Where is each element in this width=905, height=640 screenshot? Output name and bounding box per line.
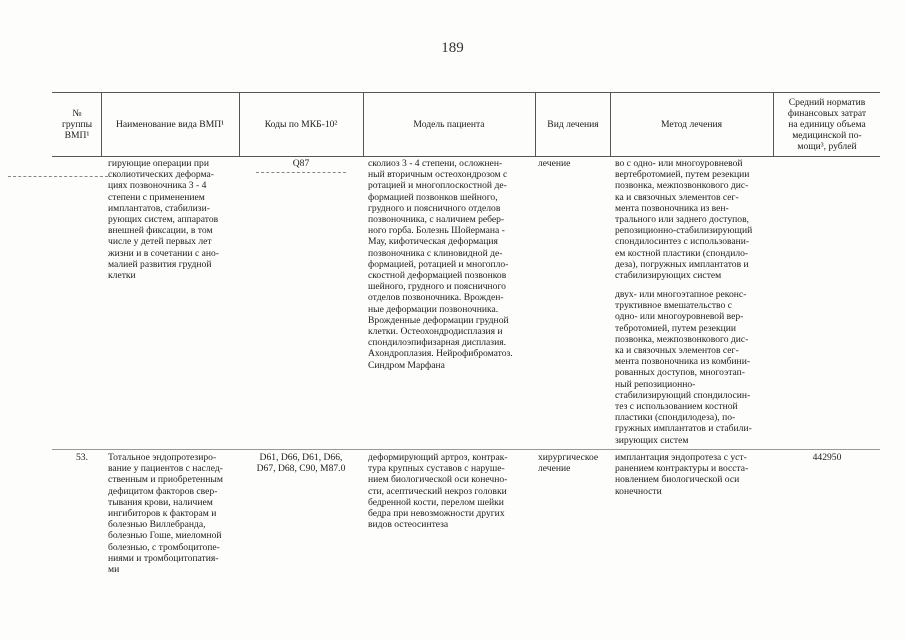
scan-dash [8, 176, 108, 177]
table-row-1-icd-codes: Q87 [292, 158, 310, 169]
table-row-1-treatment-type: лечение [538, 158, 571, 169]
table-row-2-group-no: 53. [76, 452, 88, 463]
table-row-2-vmp-name: Тотальное эндопротезиро- вание у пациентов с наслед- ственным и приобретенным дефицитом факторов свер- тывания крови, наличием ингибиторов к факторам и болезнью Виллебранда, болезнью Гоше, миеломной болезнью, с тромбоцитопе- ниями и тромбоцитопатия- ми [108, 452, 223, 576]
scan-dash [256, 172, 346, 173]
table-row-2-treatment-method-1: имплантация эндопротеза с уст- ранением контрактуры и восста- новлением биологической оси конечности [615, 452, 749, 497]
header-bottom-border [52, 156, 880, 157]
header-patient-model: Модель пациента [413, 118, 485, 130]
table-row-2-patient-model: деформирующий артроз, контрак- тура крупных суставов с наруше- нием биологической оси конечно- сти, асептический некроз головки бедренной кости, перелом шейки бедра при невозможности других видов остеосинтеза [368, 452, 508, 531]
header-cost-norm: Средний норматив финансовых затрат на единицу объема медицинской по- мощи³, рублей [787, 96, 867, 152]
table-row-1-patient-model: сколиоз 3 - 4 степени, осложнен- ный вторичным остеохондрозом с ротацией и многоплоскостной де- формацией позвонков шейного, грудного и поясничного отделов позвоночника, с наличием ребер- ного горба. Болезнь Шойермана - Мау, кифотическая деформация позвоночника с клиновидной де- формацией, ротацией и многопло- скостной деформацией позвонков шейного, грудного и поясничного отделов позвоночника. Врожден- ные деформации позвоночника. Врожденные деформации грудной клетки. Остеохондродисплазия и спондилоэпифизарная дисплазия. Ахондроплазия. Нейрофиброматоз. Синдром Марфана [368, 158, 513, 371]
table-row-1-vmp-name: гирующие операции при сколиотических деформа- циях позвоночника 3 - 4 степени с применением имплантатов, стабилизи- рующих систем, аппаратов внешней фиксации, в том числе у детей первых лет жизни и в сочетании с ано- малией развития грудной клетки [108, 158, 219, 282]
table-row-2-treatment-type: хирургическое лечение [538, 452, 599, 475]
row-divider [52, 449, 880, 450]
column-divider [239, 92, 240, 156]
header-icd-codes: Коды по МКБ-10² [264, 118, 338, 130]
column-divider [363, 92, 364, 156]
header-treatment-type: Вид лечения [547, 118, 599, 130]
column-divider [535, 92, 536, 156]
column-divider [773, 92, 774, 156]
table-top-border [52, 92, 880, 93]
header-treatment-method: Метод лечения [660, 118, 723, 130]
table-row-2-cost-norm: 442950 [812, 452, 842, 463]
table-row-1-treatment-method-1: во с одно- или многоуровневой вертебротомией, путем резекции позвонка, межпозвонкового дис- ка и связочных элементов сег- мента позвоночника из вен- трального или заднего доступов, репозиционно-стабилизирующий спондилосинтез с использовани- ем костной пластики (спондило- деза), погружных имплантатов и стабилизирующих систем [615, 158, 753, 282]
table-row-2-icd-codes: D61, D66, D61, D66, D67, D68, C90, M87.0 [256, 452, 346, 475]
header-vmp-name: Наименование вида ВМП¹ [115, 118, 225, 130]
column-divider [610, 92, 611, 156]
column-divider [101, 92, 102, 156]
table-row-1-treatment-method-2: двух- или многоэтапное реконс- труктивное вмешательство с одно- или многоуровневой вер- тебротомией, путем резекции позвонка, межпозвонкового дис- ка и связочных элементов сег- мента позвоночника из комбини- рованных доступов, многоэтап- ный репозиционно- стабилизирующий спондилосин- тез с использованием костной пластики (спондилодеза), по- гружных имплантатов и стабили- зирующих систем [615, 289, 752, 446]
page-number: 189 [441, 40, 464, 56]
header-group-no: № группы ВМП¹ [61, 107, 93, 141]
